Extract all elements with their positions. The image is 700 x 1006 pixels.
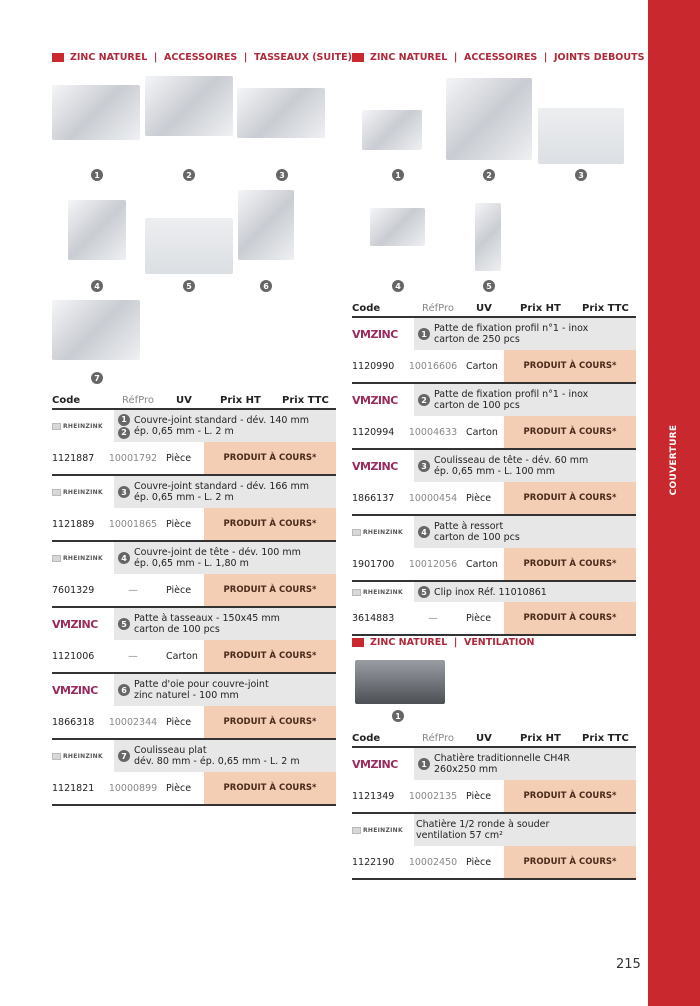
description-text <box>414 450 636 482</box>
product-row <box>352 514 636 580</box>
unit: Pièce <box>166 584 192 596</box>
description-line-1: Coulisseau de tête - dév. 60 mm <box>434 455 589 466</box>
product-table-joints <box>352 300 636 636</box>
ref-pro: 10001865 <box>108 518 158 530</box>
product-code: 1120994 <box>352 426 395 438</box>
brand-logo-rheinzink <box>352 529 414 536</box>
brand-logo-vmzinc <box>52 684 114 697</box>
ref-pro: 10002450 <box>408 856 458 868</box>
product-data <box>352 350 636 382</box>
rheinzink-mark-icon <box>352 529 361 536</box>
price-status: PRODUIT À COURS* <box>504 416 636 448</box>
brand-logo-vmzinc <box>352 460 414 473</box>
unit: Pièce <box>466 856 492 868</box>
brand-name: RHEINZINK <box>363 528 403 536</box>
ref-pro: 10002344 <box>108 716 158 728</box>
product-description <box>52 740 336 772</box>
rheinzink-mark-icon <box>352 589 361 596</box>
brand-name: RHEINZINK <box>63 488 103 496</box>
header-ref: RéfPro <box>122 394 155 406</box>
product-row <box>52 606 336 672</box>
product-description <box>52 674 336 706</box>
description-line-2: zinc naturel - 100 mm <box>134 690 239 701</box>
brand-logo-rheinzink <box>352 827 414 834</box>
product-code: 1120990 <box>352 360 395 372</box>
product-description <box>52 410 336 442</box>
product-row <box>352 316 636 382</box>
product-code: 1121887 <box>52 452 95 464</box>
price-status: PRODUIT À COURS* <box>204 508 336 540</box>
product-data <box>352 846 636 878</box>
description-text <box>414 582 636 602</box>
header-ttc: Prix TTC <box>282 394 329 406</box>
description-lines <box>434 753 570 775</box>
ref-pro: 10004633 <box>408 426 458 438</box>
brand-name: RHEINZINK <box>63 422 103 430</box>
description-text <box>114 410 336 442</box>
brand-logo-rheinzink <box>52 423 114 430</box>
product-row <box>52 540 336 606</box>
section-title-ventilation <box>352 637 535 648</box>
unit: Pièce <box>466 492 492 504</box>
description-line-2: carton de 100 pcs <box>134 624 220 635</box>
brand-name: VMZINC <box>352 757 398 771</box>
unit: Pièce <box>166 452 192 464</box>
product-description <box>352 582 636 602</box>
brand-logo-vmzinc <box>352 328 414 341</box>
brand-logo-rheinzink <box>52 489 114 496</box>
description-lines <box>434 521 520 543</box>
product-image-5 <box>145 218 233 274</box>
description-line-2: ép. 0,65 mm - L. 2 m <box>134 426 234 437</box>
description-line-2: dév. 80 mm - ép. 0,65 mm - L. 2 m <box>134 756 300 767</box>
description-line-2: carton de 100 pcs <box>434 400 520 411</box>
product-image-2 <box>145 76 233 136</box>
description-line-1: Couvre-joint standard - dév. 166 mm <box>134 481 309 492</box>
brand-logo-vmzinc <box>352 394 414 407</box>
section-title-tasseaux <box>52 52 352 63</box>
ref-pro: 10000454 <box>408 492 458 504</box>
description-line-1: Patte à tasseaux - 150x45 mm <box>134 613 280 624</box>
product-description <box>352 748 636 780</box>
description-line-2: 260x250 mm <box>434 764 498 775</box>
product-row <box>52 672 336 738</box>
description-lines <box>434 587 547 598</box>
description-text <box>414 516 636 548</box>
unit: Carton <box>166 650 198 662</box>
item-number-badge: 5 <box>118 618 130 630</box>
sidebar-label: COUVERTURE <box>669 424 679 496</box>
product-image-1 <box>52 85 140 140</box>
description-lines <box>434 389 588 411</box>
section-title-joints <box>352 52 644 63</box>
item-number-badge: 1 <box>418 328 430 340</box>
product-description <box>352 814 636 846</box>
product-code: 1121349 <box>352 790 395 802</box>
header-code: Code <box>352 732 381 744</box>
item-number-badge: 6 <box>118 684 130 696</box>
product-data <box>52 574 336 606</box>
header-ref: RéfPro <box>422 302 455 314</box>
description-line-1: Couvre-joint standard - dév. 140 mm <box>134 415 309 426</box>
table-header <box>52 392 336 408</box>
price-status: PRODUIT À COURS* <box>204 772 336 804</box>
description-lines <box>134 613 280 635</box>
product-data <box>52 706 336 738</box>
description-line-2: carton de 250 pcs <box>434 334 520 345</box>
item-badges <box>118 618 130 630</box>
price-status: PRODUIT À COURS* <box>504 780 636 812</box>
product-code: 7601329 <box>52 584 95 596</box>
image-badge: 1 <box>91 169 103 181</box>
item-number-badge: 2 <box>418 394 430 406</box>
brand-name: VMZINC <box>352 327 398 341</box>
price-status: PRODUIT À COURS* <box>504 846 636 878</box>
header-ttc: Prix TTC <box>582 732 629 744</box>
product-code: 1866318 <box>52 716 95 728</box>
header-uv: UV <box>176 394 192 406</box>
product-code: 1901700 <box>352 558 395 570</box>
ref-pro: — <box>428 612 438 624</box>
product-image-r2 <box>446 78 532 160</box>
description-line-2: ventilation 57 cm² <box>416 830 503 841</box>
rheinzink-mark-icon <box>52 753 61 760</box>
unit: Pièce <box>166 518 192 530</box>
description-text <box>114 542 336 574</box>
product-code: 1121821 <box>52 782 95 794</box>
product-row <box>52 738 336 804</box>
rheinzink-mark-icon <box>52 489 61 496</box>
item-badges <box>418 460 430 472</box>
product-row <box>352 448 636 514</box>
description-line-1: Chatière traditionnelle CH4R <box>434 753 570 764</box>
item-badges <box>418 758 430 770</box>
product-code: 1122190 <box>352 856 395 868</box>
table-end-line <box>52 804 336 806</box>
item-number-badge: 4 <box>118 552 130 564</box>
item-badges <box>118 414 130 439</box>
description-text <box>414 748 636 780</box>
product-row <box>352 746 636 812</box>
product-data <box>52 772 336 804</box>
header-uv: UV <box>476 732 492 744</box>
section-marker-icon <box>352 638 364 647</box>
section-sidebar <box>648 0 700 1006</box>
product-table-tasseaux <box>52 392 336 806</box>
description-lines <box>134 745 300 767</box>
price-status: PRODUIT À COURS* <box>204 574 336 606</box>
price-status: PRODUIT À COURS* <box>204 442 336 474</box>
item-number-badge: 1 <box>418 758 430 770</box>
header-uv: UV <box>476 302 492 314</box>
brand-logo-rheinzink <box>52 555 114 562</box>
product-image-r3 <box>538 108 624 164</box>
product-table-ventilation <box>352 730 636 880</box>
item-number-badge: 2 <box>118 427 130 439</box>
image-badge: 1 <box>392 710 404 722</box>
unit: Pièce <box>466 612 492 624</box>
product-description <box>352 450 636 482</box>
section-title-text: ZINC NATUREL | VENTILATION <box>370 637 535 648</box>
item-badges <box>118 552 130 564</box>
item-badges <box>418 394 430 406</box>
item-badges <box>118 486 130 498</box>
section-marker-icon <box>52 53 64 62</box>
item-number-badge: 7 <box>118 750 130 762</box>
description-line-2: carton de 100 pcs <box>434 532 520 543</box>
header-ht: Prix HT <box>520 732 561 744</box>
price-status: PRODUIT À COURS* <box>504 602 636 634</box>
page-number: 215 <box>616 957 641 972</box>
product-data <box>352 602 636 634</box>
image-badge: 5 <box>483 280 495 292</box>
product-row <box>352 382 636 448</box>
price-status: PRODUIT À COURS* <box>204 706 336 738</box>
price-status: PRODUIT À COURS* <box>504 482 636 514</box>
product-image-4 <box>68 200 126 260</box>
description-line-1: Coulisseau plat <box>134 745 207 756</box>
brand-name: VMZINC <box>352 393 398 407</box>
description-text <box>114 740 336 772</box>
product-code: 1121006 <box>52 650 95 662</box>
product-description <box>52 542 336 574</box>
description-text <box>114 674 336 706</box>
description-line-2: ép. 0,65 mm - L. 100 mm <box>434 466 556 477</box>
item-number-badge: 1 <box>118 414 130 426</box>
product-row <box>352 580 636 634</box>
description-lines <box>134 415 309 437</box>
price-status: PRODUIT À COURS* <box>504 350 636 382</box>
image-badge: 2 <box>483 169 495 181</box>
brand-name: VMZINC <box>352 459 398 473</box>
item-number-badge: 3 <box>418 460 430 472</box>
image-badge: 4 <box>91 280 103 292</box>
brand-name: RHEINZINK <box>363 826 403 834</box>
section-title-text: ZINC NATUREL | ACCESSOIRES | TASSEAUX (SUITE) <box>70 52 352 63</box>
brand-logo-rheinzink <box>52 753 114 760</box>
description-line-1: Clip inox Réf. 11010861 <box>434 586 547 598</box>
product-description <box>352 384 636 416</box>
product-data <box>352 416 636 448</box>
description-text <box>114 608 336 640</box>
brand-logo-vmzinc <box>352 758 414 771</box>
description-line-1: Patte de fixation profil n°1 - inox <box>434 323 589 334</box>
table-end-line <box>352 634 636 636</box>
description-lines <box>434 323 588 345</box>
brand-name: VMZINC <box>52 683 98 697</box>
ref-pro: 10012056 <box>408 558 458 570</box>
description-line-1: Chatière 1/2 ronde à souder <box>416 819 550 830</box>
product-description <box>52 476 336 508</box>
brand-logo-rheinzink <box>352 589 414 596</box>
product-code: 3614883 <box>352 612 395 624</box>
brand-name: RHEINZINK <box>63 554 103 562</box>
header-ht: Prix HT <box>220 394 261 406</box>
description-text <box>414 384 636 416</box>
description-lines <box>134 679 269 701</box>
image-badge: 1 <box>392 169 404 181</box>
product-image-ventilation <box>355 660 445 704</box>
ref-pro: — <box>128 650 138 662</box>
header-code: Code <box>352 302 381 314</box>
product-image-r4 <box>370 208 425 246</box>
item-number-badge: 5 <box>418 586 430 598</box>
product-data <box>352 482 636 514</box>
item-number-badge: 3 <box>118 486 130 498</box>
price-status: PRODUIT À COURS* <box>204 640 336 672</box>
header-ref: RéfPro <box>422 732 455 744</box>
image-badge: 7 <box>91 372 103 384</box>
product-image-6 <box>238 190 294 260</box>
table-end-line <box>352 878 636 880</box>
header-ttc: Prix TTC <box>582 302 629 314</box>
image-badge: 3 <box>276 169 288 181</box>
section-title-text: ZINC NATUREL | ACCESSOIRES | JOINTS DEBOUTS <box>370 52 645 63</box>
description-line-2: ép. 0,65 mm - L. 1,80 m <box>134 558 249 569</box>
ref-pro: 10000899 <box>108 782 158 794</box>
item-number-badge: 4 <box>418 526 430 538</box>
product-code: 1866137 <box>352 492 395 504</box>
unit: Pièce <box>166 716 192 728</box>
ref-pro: 10001792 <box>108 452 158 464</box>
product-description <box>352 318 636 350</box>
item-badges <box>418 328 430 340</box>
table-header <box>352 730 636 746</box>
unit: Pièce <box>166 782 192 794</box>
unit: Pièce <box>466 790 492 802</box>
product-image-r5 <box>475 203 501 271</box>
description-lines <box>134 481 309 503</box>
description-text <box>114 476 336 508</box>
rheinzink-mark-icon <box>52 423 61 430</box>
product-data <box>352 548 636 580</box>
product-data <box>52 508 336 540</box>
product-description <box>52 608 336 640</box>
item-badges <box>418 526 430 538</box>
ref-pro: 10016606 <box>408 360 458 372</box>
brand-name: RHEINZINK <box>363 588 403 596</box>
product-row <box>352 812 636 878</box>
unit: Carton <box>466 558 498 570</box>
price-status: PRODUIT À COURS* <box>504 548 636 580</box>
description-line-1: Patte d'oie pour couvre-joint <box>134 679 269 690</box>
ref-pro: — <box>128 584 138 596</box>
image-badge: 2 <box>183 169 195 181</box>
ref-pro: 10002135 <box>408 790 458 802</box>
product-row <box>52 474 336 540</box>
brand-name: RHEINZINK <box>63 752 103 760</box>
product-data <box>52 442 336 474</box>
product-image-r1 <box>362 110 422 150</box>
description-line-1: Couvre-joint de tête - dév. 100 mm <box>134 547 301 558</box>
rheinzink-mark-icon <box>352 827 361 834</box>
brand-logo-vmzinc <box>52 618 114 631</box>
description-lines <box>416 819 549 841</box>
image-badge: 3 <box>575 169 587 181</box>
product-code: 1121889 <box>52 518 95 530</box>
item-badges <box>418 586 430 598</box>
product-row <box>52 408 336 474</box>
rheinzink-mark-icon <box>52 555 61 562</box>
section-marker-icon <box>352 53 364 62</box>
image-badge: 4 <box>392 280 404 292</box>
description-text <box>414 814 636 846</box>
image-badge: 6 <box>260 280 272 292</box>
description-text <box>414 318 636 350</box>
product-image-3 <box>237 88 325 138</box>
unit: Carton <box>466 360 498 372</box>
item-badges <box>118 750 130 762</box>
item-badges <box>118 684 130 696</box>
product-image-7 <box>52 300 140 360</box>
table-header <box>352 300 636 316</box>
header-code: Code <box>52 394 81 406</box>
header-ht: Prix HT <box>520 302 561 314</box>
product-data <box>52 640 336 672</box>
description-line-2: ép. 0,65 mm - L. 2 m <box>134 492 234 503</box>
product-description <box>352 516 636 548</box>
description-line-1: Patte à ressort <box>434 521 504 532</box>
unit: Carton <box>466 426 498 438</box>
product-data <box>352 780 636 812</box>
brand-name: VMZINC <box>52 617 98 631</box>
description-line-1: Patte de fixation profil n°1 - inox <box>434 389 589 400</box>
image-badge: 5 <box>183 280 195 292</box>
description-lines <box>434 455 588 477</box>
description-lines <box>134 547 301 569</box>
